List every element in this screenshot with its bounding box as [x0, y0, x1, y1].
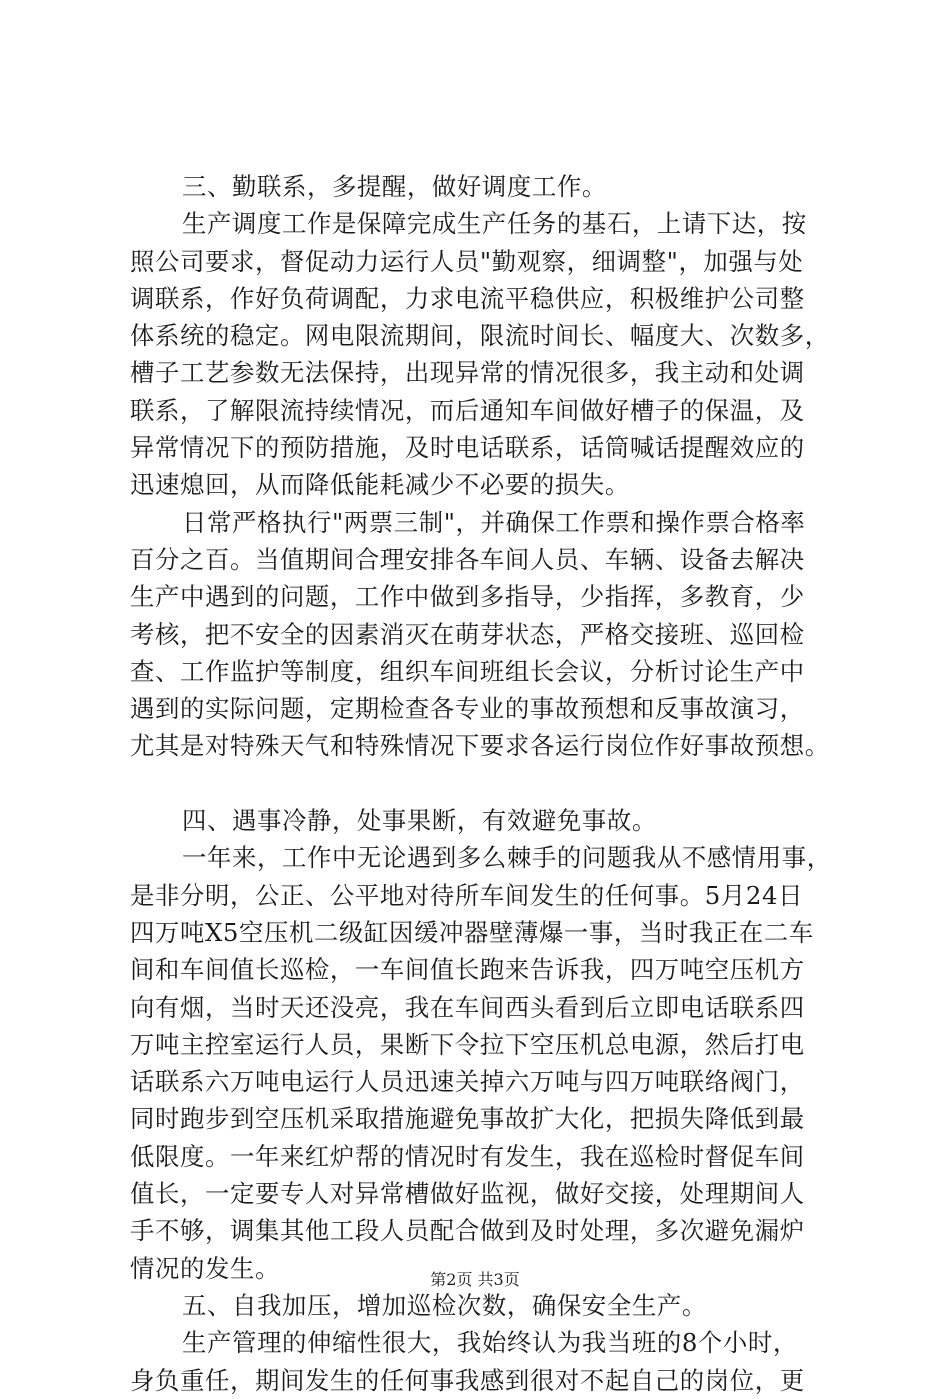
text-line: 生产调度工作是保障完成生产任务的基石，上请下达，按: [182, 209, 807, 239]
text-line: 话联系六万吨电运行人员迅速关掉六万吨与四万吨联络阀门，: [130, 1067, 805, 1097]
text-line: 手不够，调集其他工段人员配合做到及时处理，多次避免漏炉: [130, 1216, 805, 1246]
text-line: 查、工作监护等制度，组织车间班组长会议，分析讨论生产中: [130, 656, 805, 686]
text-line: 五、自我加压，增加巡检次数，确保安全生产。: [182, 1290, 707, 1320]
text-line: 低限度。一年来红炉帮的情况时有发生，我在巡检时督促车间: [130, 1141, 805, 1171]
text-line: 百分之百。当值期间合理安排各车间人员、车辆、设备去解决: [130, 544, 805, 574]
text-line: 考核，把不安全的因素消灭在萌芽状态，严格交接班、巡回检: [130, 619, 805, 649]
text-line: 值长，一定要专人对异常槽做好监视，做好交接，处理期间人: [130, 1179, 805, 1209]
text-line: 四、遇事冷静，处事果断，有效避免事故。: [182, 806, 657, 836]
text-line: 槽子工艺参数无法保持，出现异常的情况很多，我主动和处调: [130, 358, 805, 388]
text-line: 同时跑步到空压机采取措施避免事故扩大化，把损失降低到最: [130, 1104, 805, 1134]
text-line: 情况的发生。: [130, 1253, 280, 1283]
text-line: 体系统的稳定。网电限流期间，限流时间长、幅度大、次数多，: [130, 321, 830, 351]
text-line: 万吨主控室运行人员，果断下令拉下空压机总电源，然后打电: [130, 1029, 805, 1059]
text-line: 身负重任，期间发生的任何事我感到很对不起自己的岗位，更: [130, 1365, 805, 1395]
text-line: 遇到的实际问题，定期检查各专业的事故预想和反事故演习，: [130, 694, 805, 724]
document-body: [130, 168, 848, 1399]
blank-line: [130, 765, 848, 802]
text-line: 日常严格执行"两票三制"，并确保工作票和操作票合格率: [182, 507, 806, 537]
text-line: 照公司要求，督促动力运行人员"勤观察，细调整"，加强与处: [130, 246, 804, 276]
text-line: 生产管理的伸缩性很大，我始终认为我当班的8个小时，: [182, 1328, 798, 1358]
text-line: 一年来，工作中无论遇到多么棘手的问题我从不感情用事，: [182, 843, 832, 873]
text-line: 三、勤联系，多提醒，做好调度工作。: [182, 172, 607, 201]
text-line: 联系，了解限流持续情况，而后通知车间做好槽子的保温，及: [130, 395, 805, 425]
text-line: 四万吨X5空压机二级缸因缓冲器壁薄爆一事，当时我正在二车: [130, 917, 814, 947]
page-footer: [0, 1270, 950, 1290]
text-line: 间和车间值长巡检，一车间值长跑来告诉我，四万吨空压机方: [130, 955, 805, 985]
text-line: 生产中遇到的问题，工作中做到多指导，少指挥，多教育，少: [130, 582, 805, 612]
text-line: 迅速熄回，从而降低能耗减少不必要的损失。: [130, 470, 630, 500]
page-number-label: 第2页 共3页: [430, 1270, 520, 1289]
text-line: 调联系，作好负荷调配，力求电流平稳供应，积极维护公司整: [130, 283, 805, 313]
text-line: 尤其是对特殊天气和特殊情况下要求各运行岗位作好事故预想。: [130, 731, 830, 761]
text-line: 是非分明，公正、公平地对待所车间发生的任何事。5月24日: [130, 880, 804, 910]
text-line: 向有烟，当时天还没亮，我在车间西头看到后立即电话联系四: [130, 992, 805, 1022]
text-line: 异常情况下的预防措施，及时电话联系，话筒喊话提醒效应的: [130, 433, 805, 463]
